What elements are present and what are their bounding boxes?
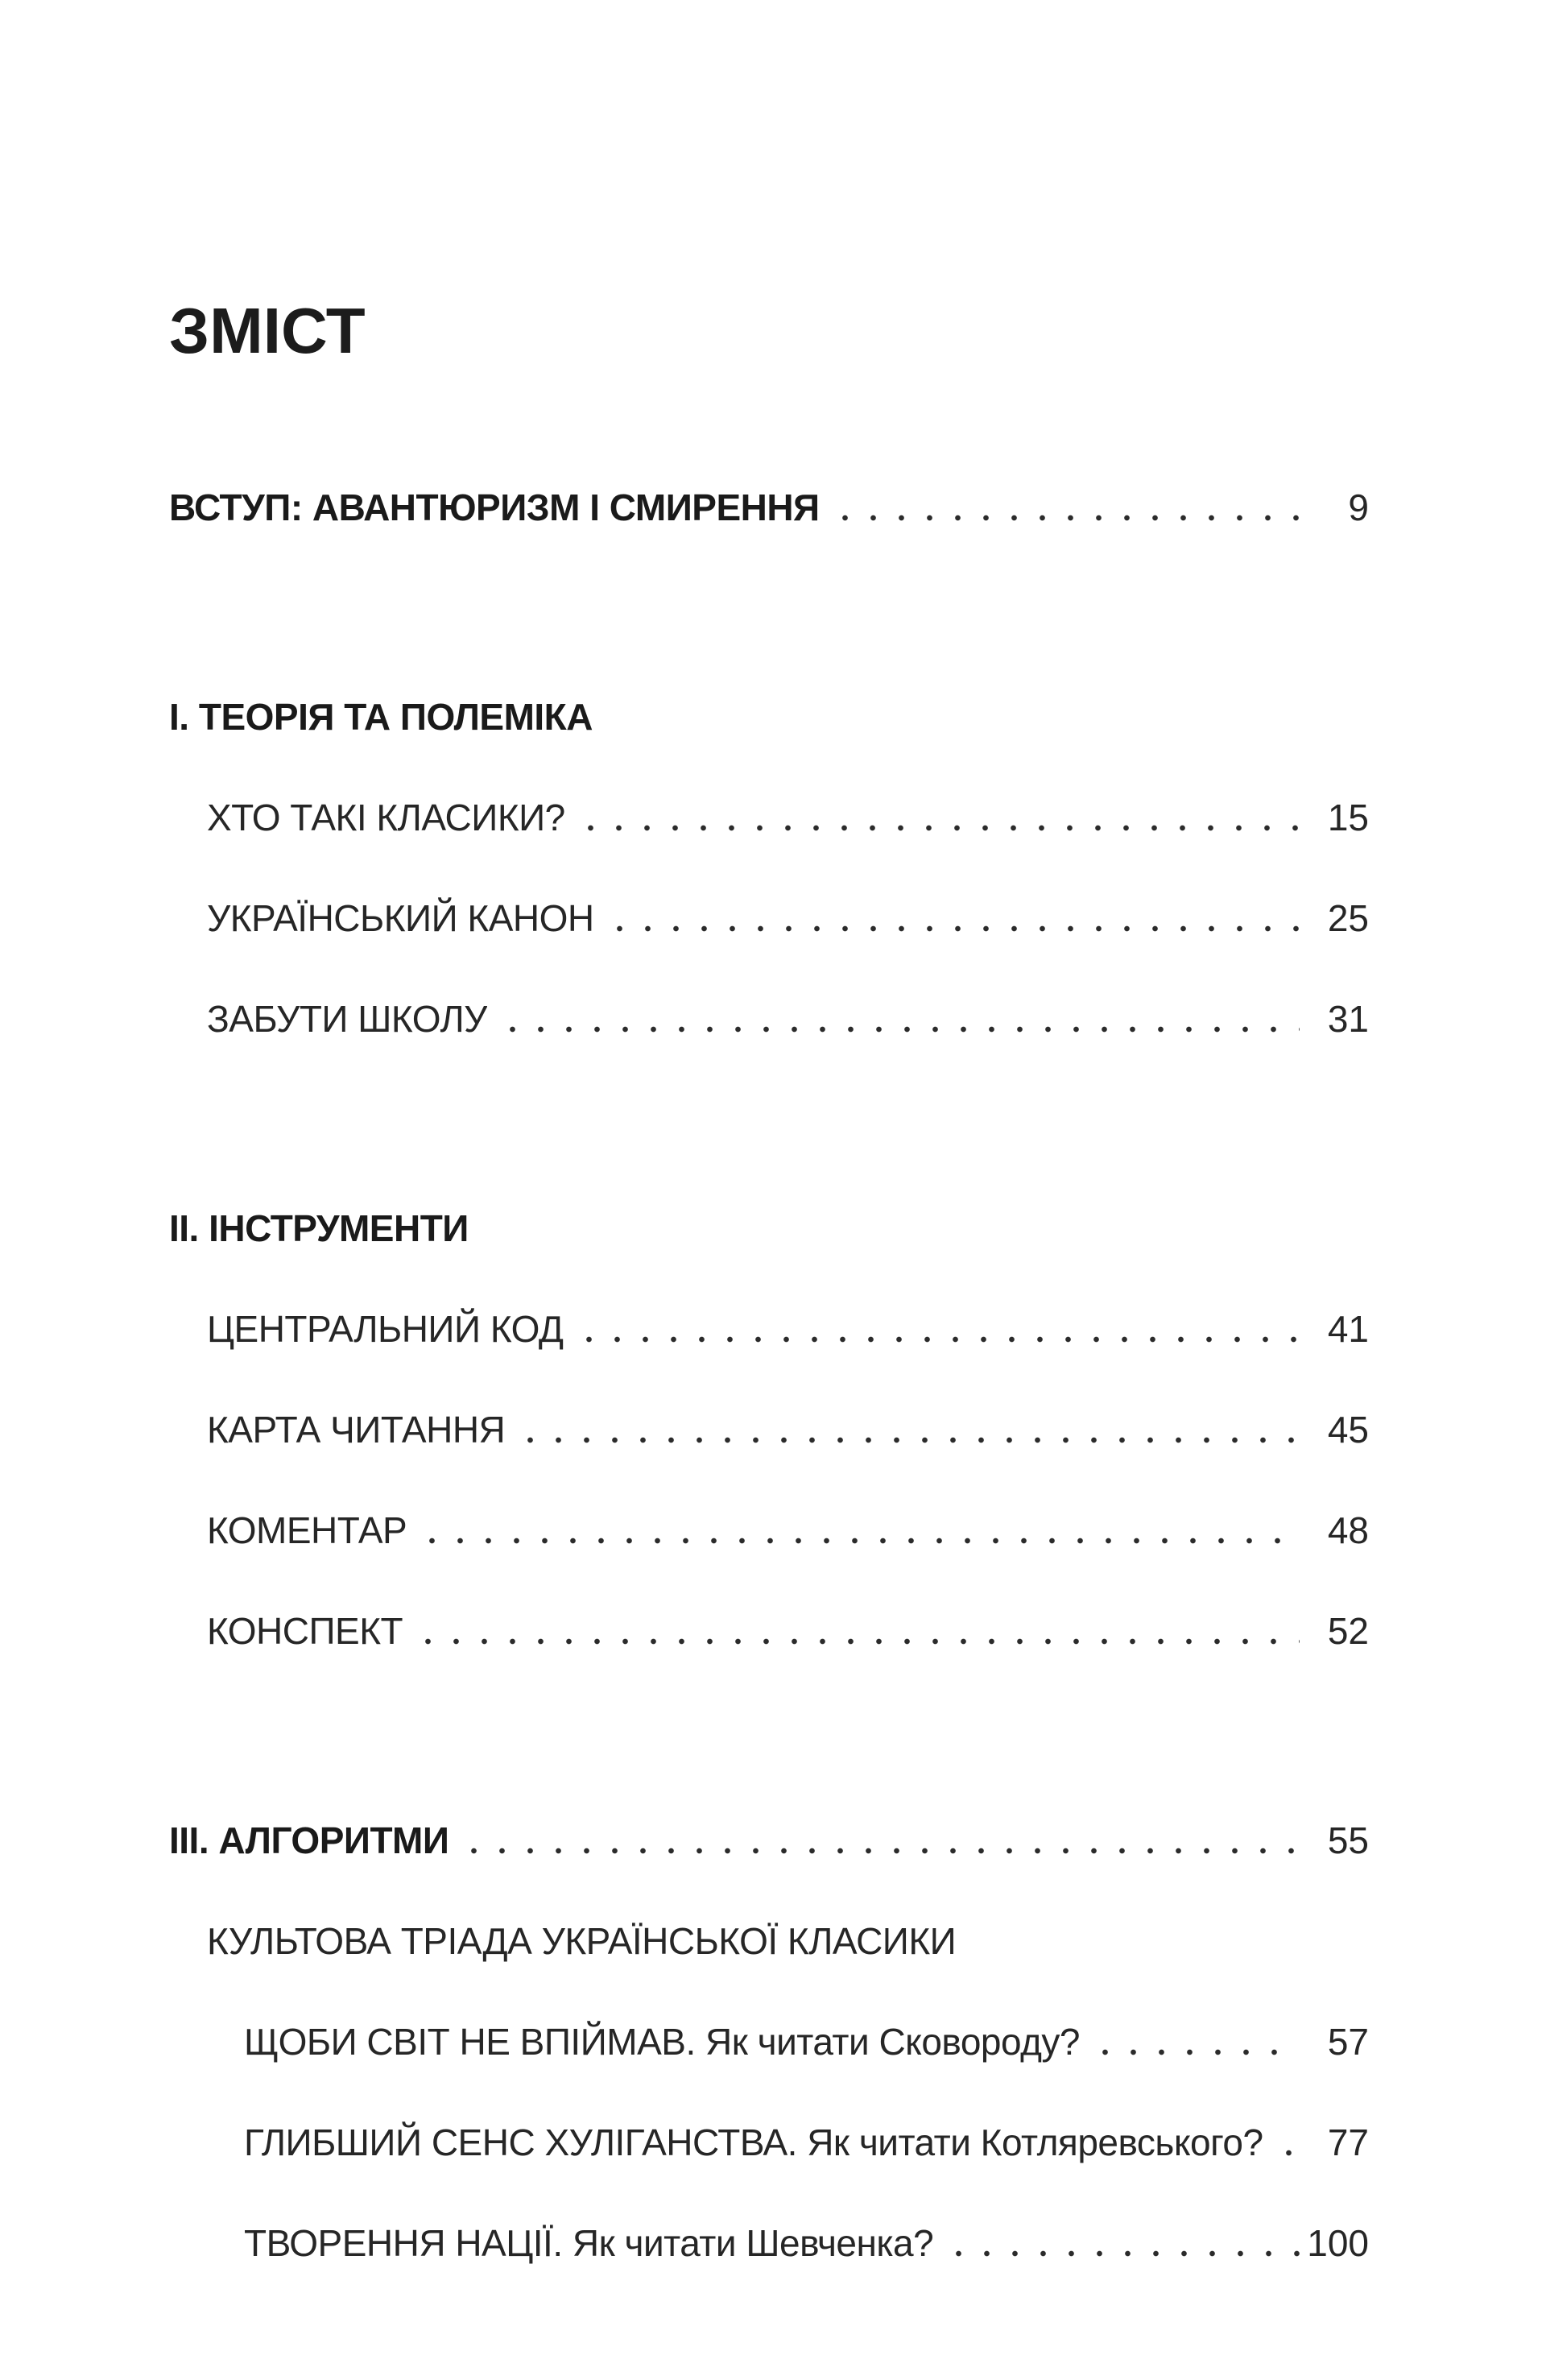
toc-entry-label: ЗАБУТИ ШКОЛУ [207, 998, 487, 1040]
dot-leader [1275, 2118, 1300, 2167]
toc-entry [169, 1204, 1369, 1252]
toc-entry-label: I. ТЕОРІЯ ТА ПОЛЕМІКА [169, 696, 593, 738]
toc-entry-label: УКРАЇНСЬКИЙ КАНОН [207, 897, 594, 939]
toc-entry [169, 483, 1369, 532]
toc-entry [169, 1607, 1369, 1655]
toc-entry [169, 1506, 1369, 1554]
toc-entry-page-number: 9 [1348, 486, 1369, 528]
dot-leader [498, 995, 1300, 1043]
toc-entry-label: ТВОРЕННЯ НАЦІЇ. Як читати Шевченка? [244, 2222, 934, 2264]
dot-leader [414, 1607, 1300, 1655]
dot-leader [575, 1305, 1300, 1353]
toc-list [169, 483, 1369, 2267]
toc-entry-page-number: 25 [1327, 897, 1369, 939]
dot-leader [831, 483, 1300, 532]
toc-entry [169, 2018, 1369, 2066]
toc-entry-page-number: 41 [1327, 1308, 1369, 1350]
toc-entry-label: КОНСПЕКТ [207, 1610, 403, 1652]
toc-entry-label: КАРТА ЧИТАННЯ [207, 1409, 506, 1451]
toc-entry-label: ЦЕНТРАЛЬНИЙ КОД [207, 1308, 564, 1350]
dot-leader [945, 2219, 1300, 2267]
toc-entry-label: ЩОБИ СВІТ НЕ ВПІЙМАВ. Як читати Сковороду? [244, 2021, 1080, 2063]
toc-entry-page-number: 52 [1327, 1610, 1369, 1652]
dot-leader [516, 1405, 1300, 1454]
dot-leader [606, 894, 1300, 942]
toc-entry-page-number: 57 [1327, 2021, 1369, 2063]
toc-entry-label: ХТО ТАКІ КЛАСИКИ? [207, 797, 565, 838]
dot-leader [460, 1816, 1300, 1865]
toc-entry [169, 2219, 1369, 2267]
toc-entry [169, 995, 1369, 1043]
toc-entry-label: ВСТУП: АВАНТЮРИЗМ І СМИРЕННЯ [169, 486, 820, 528]
toc-entry [169, 1405, 1369, 1454]
toc-entry-page-number: 100 [1307, 2222, 1369, 2264]
toc-entry [169, 1816, 1369, 1865]
dot-leader [1091, 2018, 1300, 2066]
toc-entry-label: II. ІНСТРУМЕНТИ [169, 1207, 469, 1249]
toc-entry [169, 2118, 1369, 2167]
dot-leader [418, 1506, 1300, 1554]
toc-entry-label: КОМЕНТАР [207, 1509, 407, 1551]
toc-entry [169, 894, 1369, 942]
toc-entry [169, 793, 1369, 842]
toc-entry [169, 1917, 1369, 1965]
toc-entry [169, 693, 1369, 741]
page-title: ЗМІСТ [169, 295, 366, 366]
toc-entry-page-number: 31 [1327, 998, 1369, 1040]
toc-entry-page-number: 48 [1327, 1509, 1369, 1551]
toc-entry [169, 1305, 1369, 1353]
toc-entry-page-number: 77 [1327, 2121, 1369, 2163]
toc-entry-label: ГЛИБШИЙ СЕНС ХУЛІГАНСТВА. Як читати Котляревського? [244, 2121, 1263, 2163]
toc-entry-page-number: 15 [1327, 797, 1369, 838]
toc-entry-page-number: 45 [1327, 1409, 1369, 1451]
dot-leader [577, 793, 1300, 842]
toc-entry-label: III. АЛГОРИТМИ [169, 1819, 449, 1861]
toc-entry-page-number: 55 [1327, 1819, 1369, 1861]
toc-entry-label: КУЛЬТОВА ТРІАДА УКРАЇНСЬКОЇ КЛАСИКИ [207, 1920, 957, 1962]
